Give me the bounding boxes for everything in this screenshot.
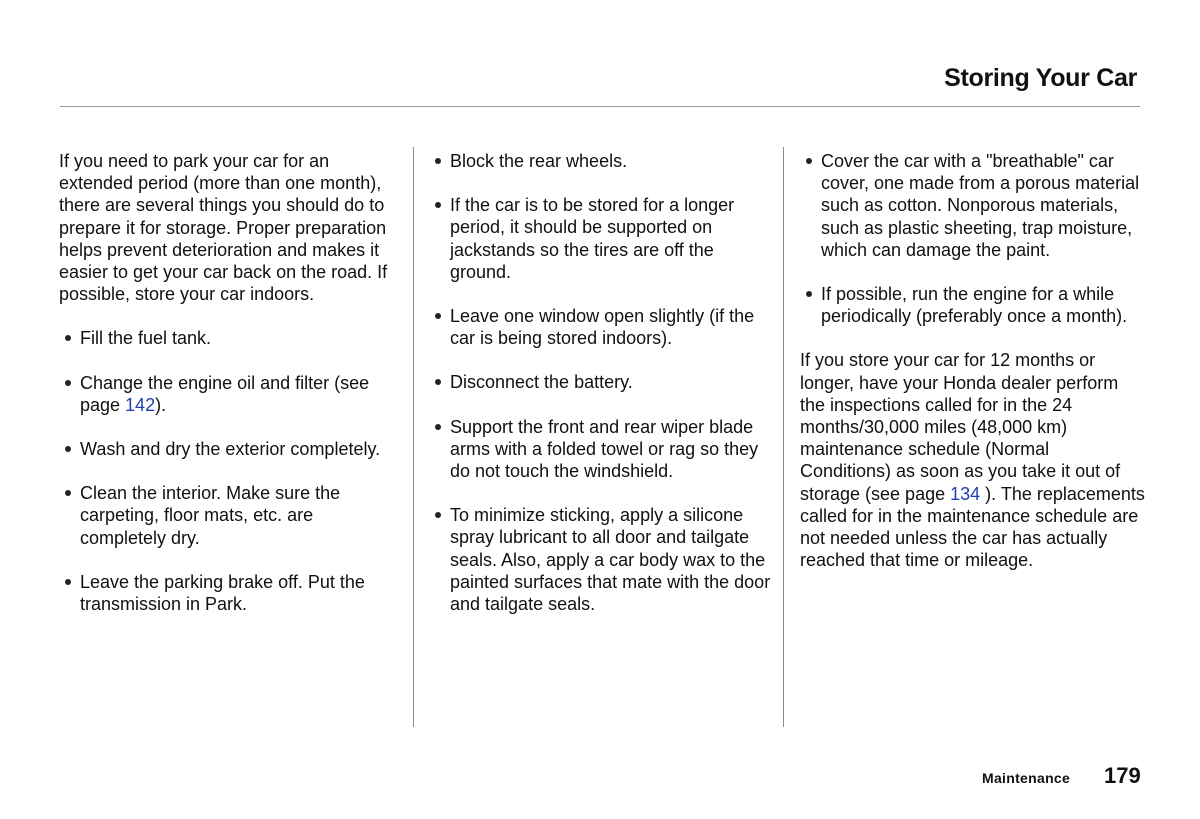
list-item: Cover the car with a "breathable" car cover, one made from a porous material such as cotton. Nonporous materials, such as plastic sheeting, trap moisture, which can damage the paint. bbox=[800, 150, 1145, 261]
list-item: Fill the fuel tank. bbox=[59, 327, 399, 349]
page-link-134[interactable]: 134 bbox=[950, 483, 981, 504]
bullet-icon bbox=[806, 291, 812, 297]
column-1 bbox=[59, 150, 399, 637]
column-3 bbox=[800, 150, 1145, 593]
bullet-icon bbox=[435, 202, 441, 208]
bullet-icon bbox=[435, 512, 441, 518]
list-item: If the car is to be stored for a longer period, it should be supported on jackstands so the tires are off the ground. bbox=[429, 194, 774, 283]
bullet-icon bbox=[65, 579, 71, 585]
list-item: Change the engine oil and filter (see page 142). bbox=[59, 372, 399, 416]
bullet-icon bbox=[65, 446, 71, 452]
bullet-icon bbox=[435, 313, 441, 319]
bullet-icon bbox=[435, 424, 441, 430]
intro-paragraph: If you need to park your car for an extended period (more than one month), there are several things you should do to prepare it for storage. Proper preparation helps prevent deterioration and makes it easier to get your car back on the road. If possible, store your car indoors. bbox=[59, 151, 388, 305]
page-title: Storing Your Car bbox=[944, 64, 1137, 92]
column-divider-2 bbox=[783, 147, 784, 727]
list-item: If possible, run the engine for a while periodically (preferably once a month). bbox=[800, 283, 1145, 327]
list-item: To minimize sticking, apply a silicone spray lubricant to all door and tailgate seals. Also, apply a car body wax to the painted surfaces that mate with the door and tailgate seals. bbox=[429, 504, 774, 615]
bullet-icon bbox=[65, 490, 71, 496]
list-item: Disconnect the battery. bbox=[429, 371, 774, 393]
column-2 bbox=[429, 150, 774, 637]
list-item: Clean the interior. Make sure the carpeting, floor mats, etc. are completely dry. bbox=[59, 482, 399, 549]
bullet-icon bbox=[65, 335, 71, 341]
column-divider-1 bbox=[413, 147, 414, 727]
bullet-icon bbox=[435, 158, 441, 164]
list-item: Block the rear wheels. bbox=[429, 150, 774, 172]
storage-paragraph: If you store your car for 12 months or longer, have your Honda dealer perform the inspections called for in the 24 months/30,000 miles (48,000 km) maintenance schedule (Normal Conditions) as soon as you take it out of storage (see page 134 ). The replacements called for in the maintenance schedule are not needed unless the car has actually reached that time or mileage. bbox=[800, 350, 1145, 571]
list-item: Wash and dry the exterior completely. bbox=[59, 438, 399, 460]
list-item: Leave the parking brake off. Put the transmission in Park. bbox=[59, 571, 399, 615]
bullet-icon bbox=[65, 380, 71, 386]
header-divider bbox=[60, 106, 1140, 107]
section-label: Maintenance bbox=[982, 770, 1071, 786]
bullet-icon bbox=[806, 158, 812, 164]
list-item: Support the front and rear wiper blade arms with a folded towel or rag so they do not touch the windshield. bbox=[429, 416, 774, 483]
page-link-142[interactable]: 142 bbox=[125, 394, 156, 415]
list-item: Leave one window open slightly (if the car is being stored indoors). bbox=[429, 305, 774, 349]
bullet-icon bbox=[435, 379, 441, 385]
page-number: 179 bbox=[1104, 763, 1141, 788]
